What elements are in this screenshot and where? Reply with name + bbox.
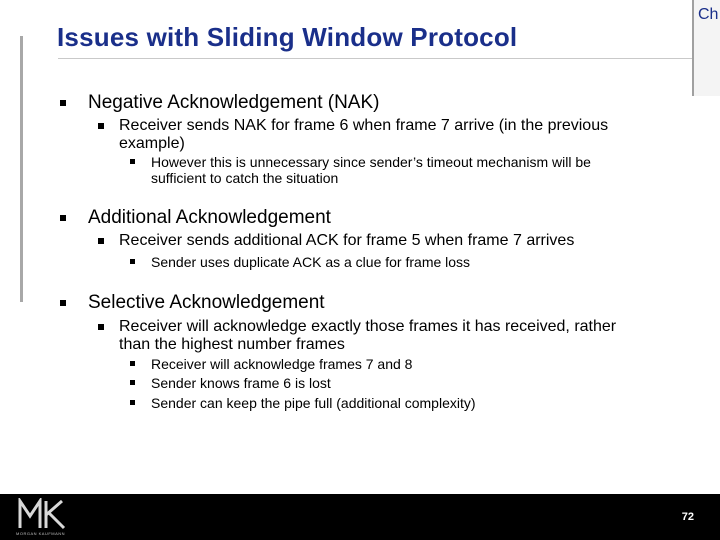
slide-title: Issues with Sliding Window Protocol [57, 22, 518, 52]
square-bullet-icon [98, 238, 104, 244]
right-accent-line [692, 0, 694, 96]
square-bullet-icon [60, 215, 66, 221]
bullet-nak [60, 92, 379, 114]
square-bullet-icon [60, 300, 66, 306]
mk-logo-icon [18, 498, 74, 530]
bullet-text-line: sufficient to catch the situation [151, 170, 339, 186]
square-bullet-icon [98, 123, 104, 129]
bullet-additional-sub-sub [130, 254, 470, 270]
chapter-tag: Ch [698, 6, 719, 23]
bullet-nak-sub [98, 117, 608, 153]
bullet-text-line: Sender uses duplicate ACK as a clue for frame loss [151, 254, 471, 270]
bullet-additional [60, 207, 331, 229]
bullet-text-line: example) [119, 135, 185, 152]
page-number: 72 [681, 511, 694, 523]
bullet-text-line: than the highest number frames [119, 336, 345, 353]
square-bullet-icon [98, 324, 104, 330]
square-bullet-icon [130, 361, 135, 366]
bullet-additional-sub [98, 232, 574, 250]
bullet-selective-sub [98, 318, 616, 354]
bullet-selective-sub-sub-2 [130, 375, 331, 391]
bullet-text-line: Receiver sends additional ACK for frame 5 when frame 7 arrives [119, 232, 575, 249]
bullet-text-line: Receiver sends NAK for frame 6 when frame 7 arrive (in the previous [119, 117, 609, 134]
bullet-text-line: Receiver will acknowledge frames 7 and 8 [151, 356, 413, 372]
bullet-text-line: Sender can keep the pipe full (additional complexity) [151, 395, 476, 411]
footer-bar [0, 494, 720, 540]
square-bullet-icon [130, 159, 135, 164]
square-bullet-icon [130, 400, 135, 405]
square-bullet-icon [130, 380, 135, 385]
square-bullet-icon [130, 259, 135, 264]
bullet-selective-sub-sub-1 [130, 356, 412, 372]
bullet-text-line: However this is unnecessary since sender’s timeout mechanism will be [151, 154, 591, 170]
bullet-text-line: Receiver will acknowledge exactly those frames it has received, rather [119, 318, 617, 335]
left-accent-line [20, 36, 23, 302]
bullet-text: Negative Acknowledgement (NAK) [88, 92, 380, 113]
bullet-text: Selective Acknowledgement [88, 292, 325, 313]
bullet-text: Additional Acknowledgement [88, 207, 331, 228]
square-bullet-icon [60, 100, 66, 106]
title-divider [58, 58, 692, 59]
publisher-tagline: MORGAN KAUFMANN [16, 531, 66, 536]
bullet-selective-sub-sub-3 [130, 395, 476, 411]
bullet-nak-sub-sub [130, 154, 591, 186]
bullet-selective [60, 292, 325, 314]
bullet-text-line: Sender knows frame 6 is lost [151, 375, 331, 391]
